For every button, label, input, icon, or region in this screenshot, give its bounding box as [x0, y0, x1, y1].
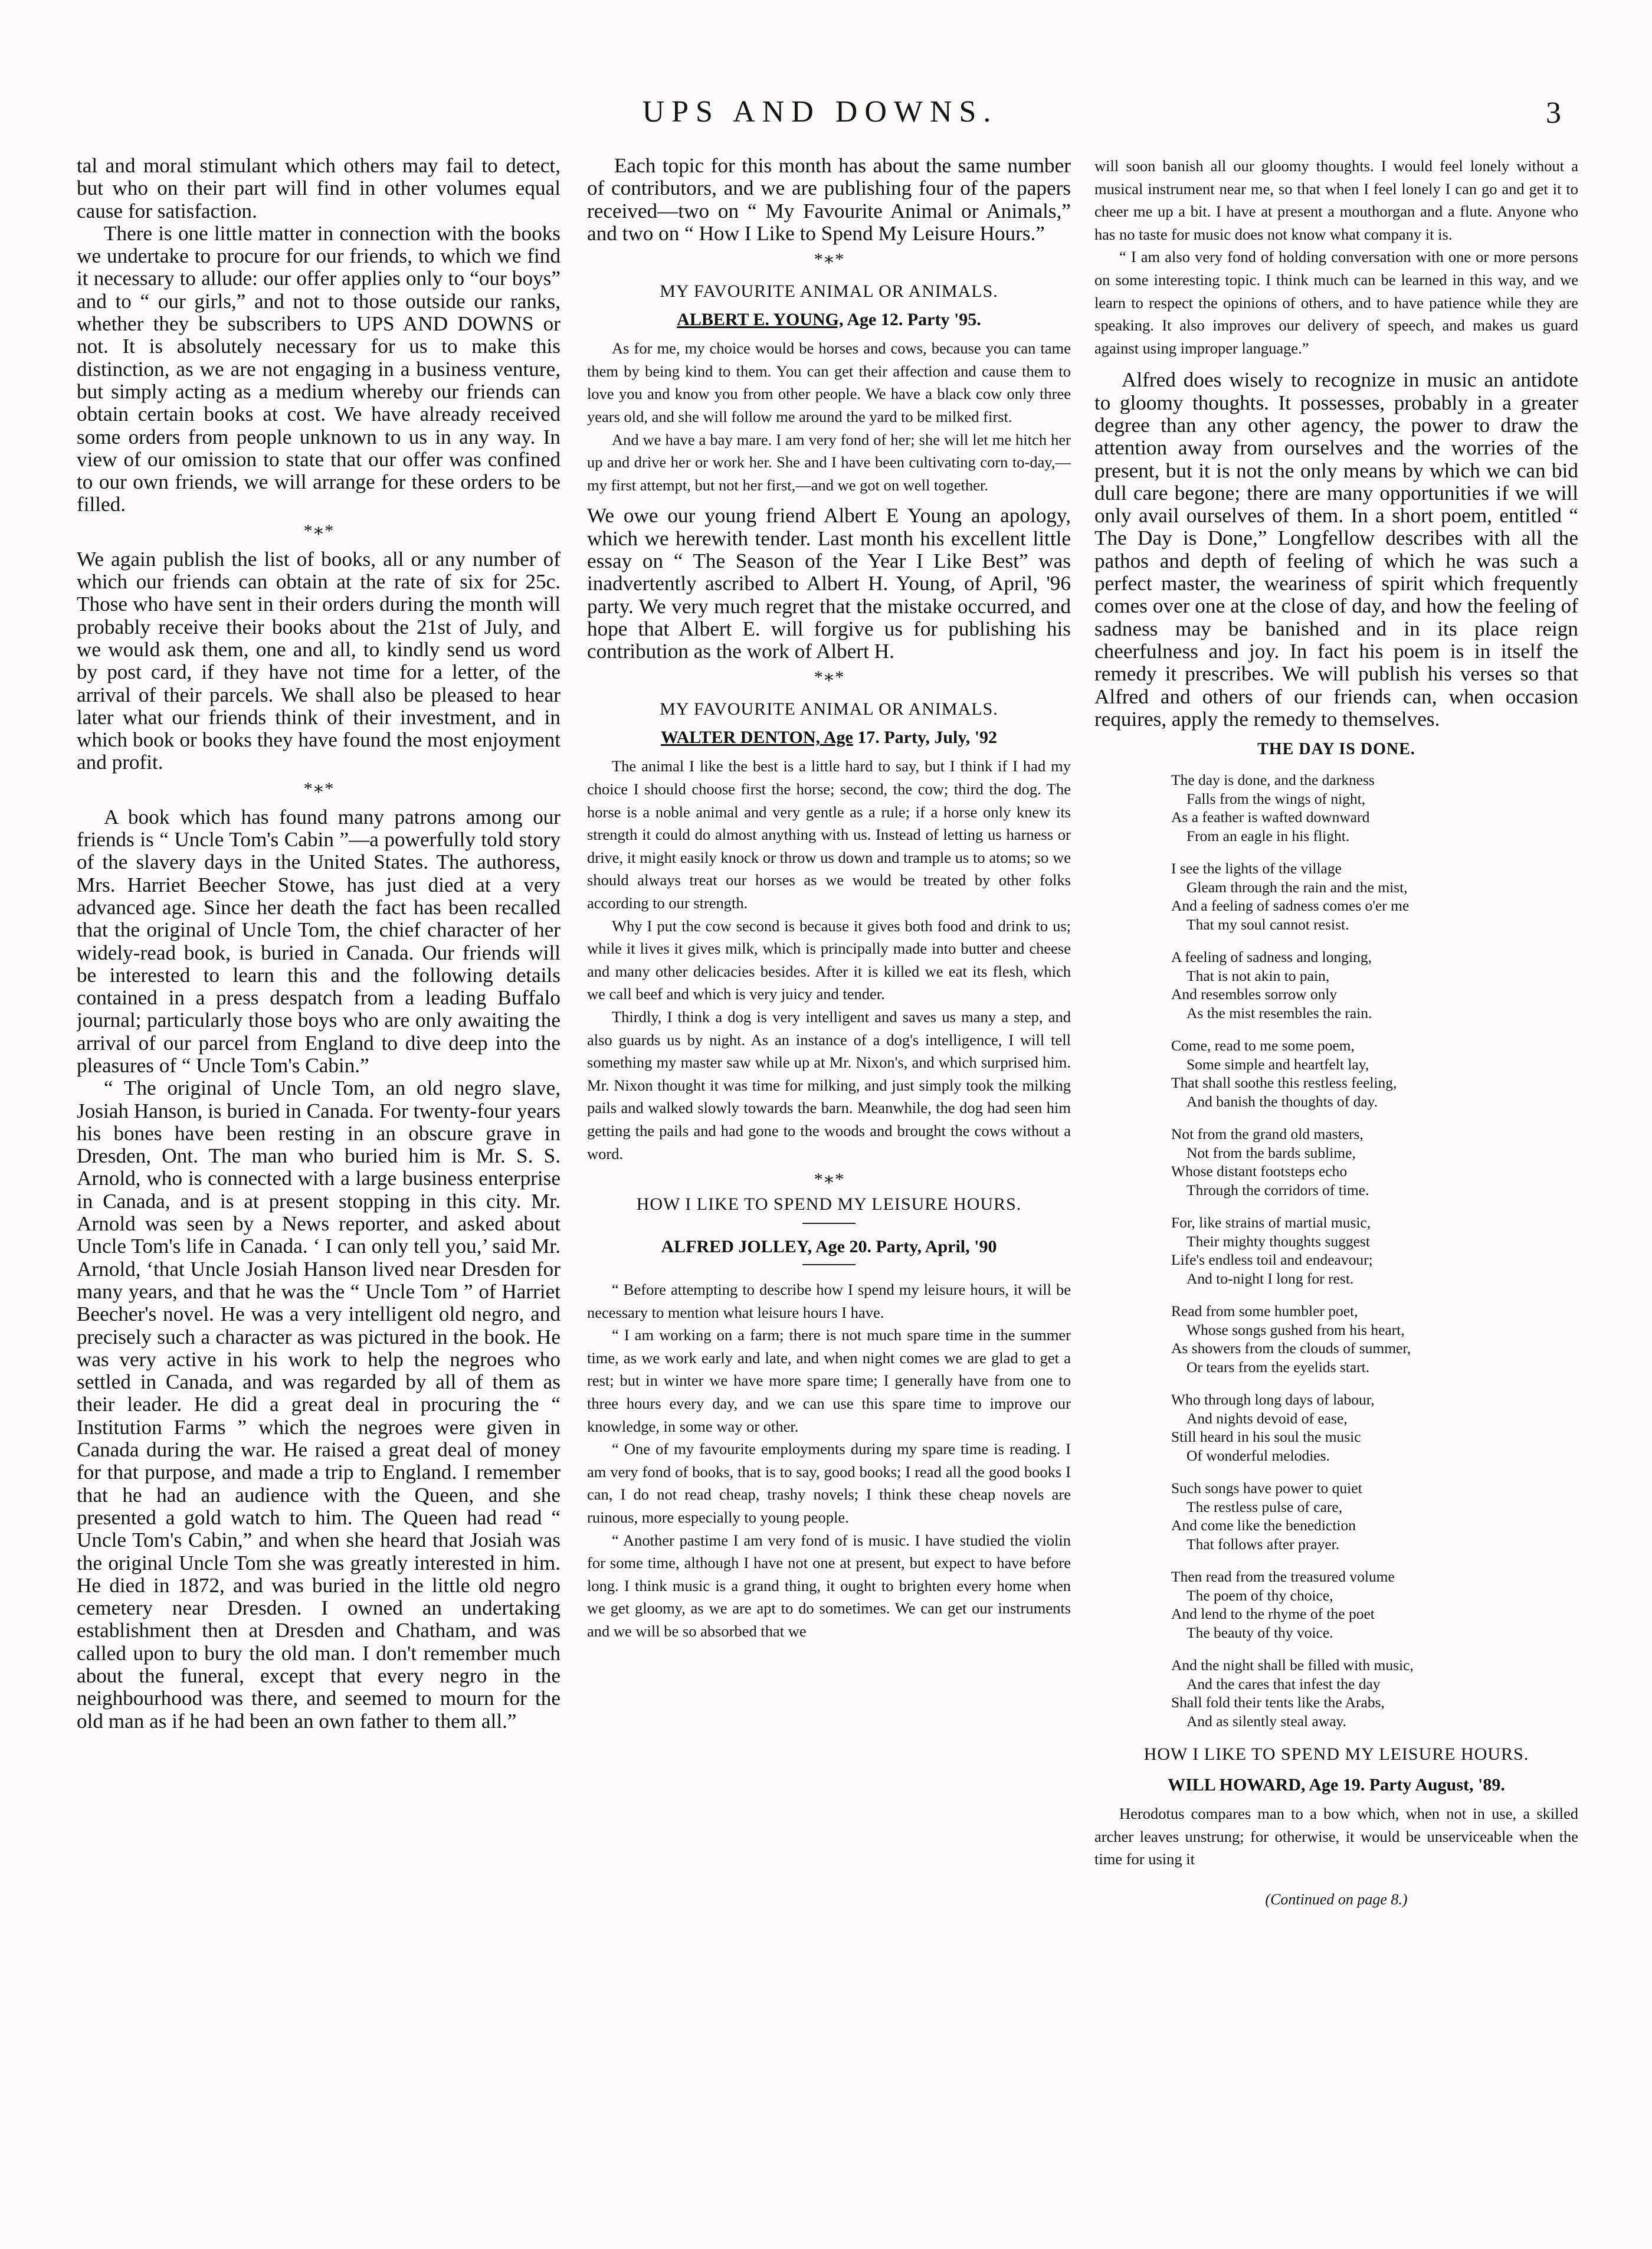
byline-name: WALTER DENTON, Age — [660, 728, 853, 748]
poem-line: For, like strains of martial music, — [1171, 1214, 1371, 1232]
poem-line: Read from some humbler poet, — [1171, 1302, 1358, 1320]
poem-line: Gleam through the rain and the mist, — [1186, 878, 1408, 896]
byline-details: 17. Party, July, '92 — [853, 728, 998, 748]
poem-line: Life's endless toil and endeavour; — [1171, 1251, 1373, 1269]
section-heading: HOW I LIKE TO SPEND MY LEISURE HOURS. — [636, 1194, 1022, 1214]
paragraph: tal and moral stimulant which others may fail to detect, but who on their part will find in other volumes equal cause for satisfaction. — [77, 155, 560, 222]
section-divider: *∗* — [814, 250, 844, 270]
byline-name: ALBERT E. YOUNG, — [677, 310, 844, 330]
byline — [587, 1237, 1071, 1257]
paragraph: We again publish the list of books, all or any number of which our friends can obtain at the rate of six for 25c. Those who have sent in their orders during the month will probably receive their books about the 21st of July, and we would ask them, one and all, to kindly send us word by post card, if they have not time for a letter, of the arrival of their parcels. We shall also be pleased to hear later what our friends think of their investment, and in which book or books they have found the most enjoyment and profit. — [77, 547, 560, 774]
paragraph: “ I am also very fond of holding conversation with one or more persons on some interesting topic. I think much can be learned in this way, and we learn to respect the opinions of others, and to have patience while they are speaking. It also improves our delivery of speech, and makes us guard against using improper language.” — [1094, 248, 1578, 357]
poem-line: Still heard in his soul the music — [1171, 1428, 1361, 1446]
poem-stanza — [1171, 1567, 1578, 1642]
byline-name: WILL HOWARD, — [1168, 1775, 1306, 1795]
poem-line: The restless pulse of care, — [1186, 1498, 1343, 1515]
continued-note: (Continued on page 8.) — [1265, 1890, 1408, 1908]
paragraph: There is one little matter in connection with the books we undertake to procure for our friends, to which we find it necessary to allude: our offer applies only to “our boys” and to “ our girls,” and not to those outside our ranks, whether they be subscribers to UPS AND DOWNS or not. It is absolutely necessary for us to make this distinction, as we are not engaging in a business venture, but simply acting as a medium whereby our friends can obtain certain books at cost. We have already received some orders from people unknown to us in any way. In view of our omission to state that our offer was confined to our own friends, we will arrange for these orders to be filled. — [77, 221, 560, 516]
poem-line: The poem of thy choice, — [1186, 1586, 1333, 1604]
running-title: UPS AND DOWNS. — [642, 95, 998, 129]
paragraph: “ Before attempting to describe how I spend my leisure hours, it will be necessary to mention what leisure hours I have. — [587, 1281, 1071, 1321]
section-heading: MY FAVOURITE ANIMAL OR ANIMALS. — [660, 281, 998, 302]
paragraph: “ One of my favourite employments during my spare time is reading. I am very fond of books, that is to say, good books; I read all the good books I can, I do not read cheap, trashy novels; I think these cheap novels are ruinous, more especially to young people. — [587, 1440, 1071, 1527]
poem-line: Falls from the wings of night, — [1186, 790, 1366, 807]
poem-line: Then read from the treasured volume — [1171, 1568, 1395, 1586]
poem-stanza — [1171, 1036, 1578, 1111]
paragraph: And we have a bay mare. I am very fond of her; she will let me hitch her up and drive her or work her. She and I have been cultivating corn to-day,—my first attempt, but not her first,—and we got on well together. — [587, 430, 1071, 494]
poem-line: That follows after prayer. — [1186, 1535, 1340, 1553]
poem-stanza — [1171, 1213, 1578, 1288]
paragraph: As for me, my choice would be horses and cows, because you can tame them by being kind to them. You can get their affection and cause them to love you and know you from other people. We have a black cow only three years old, and she will follow me around the yard to be milked first. — [587, 339, 1071, 425]
poem-line: That is not akin to pain, — [1186, 967, 1330, 984]
page-number: 3 — [1546, 96, 1561, 130]
short-rule — [802, 1264, 856, 1265]
poem — [1171, 771, 1578, 1730]
poem-line: Some simple and heartfelt lay, — [1186, 1055, 1369, 1073]
poem-stanza — [1171, 1479, 1578, 1553]
byline-details: Age 20. Party, April, '90 — [812, 1237, 997, 1257]
poem-line: Their mighty thoughts suggest — [1186, 1232, 1370, 1250]
paragraph: Why I put the cow second is because it gives both food and drink to us; while it lives it gives milk, which is principally made into butter and cheese and many other delicacies besides. After it is killed we eat its flesh, which we call beef and which is very juicy and tender. — [587, 916, 1071, 1003]
poem-stanza — [1171, 1302, 1578, 1376]
byline-details: Age 19. Party August, '89. — [1305, 1775, 1505, 1795]
paragraph: “ I am working on a farm; there is not much spare time in the summer time, as we work early and late, and when night comes we are glad to get a rest; but in winter we have more spare time; I generally have from one to three hours every day, and we can use this spare time to improve our knowledge, in some way or other. — [587, 1326, 1071, 1435]
poem-line: Whose distant footsteps echo — [1171, 1163, 1348, 1180]
poem-stanza — [1171, 1390, 1578, 1465]
poem-line: And resembles sorrow only — [1171, 986, 1338, 1003]
paragraph: Each topic for this month has about the same number of contributors, and we are publishing four of the papers received—two on “ My Favourite Animal or Animals,” and two on “ How I Like to Spend My Leisure Hours.” — [587, 155, 1071, 245]
byline-details: Age 12. Party '95. — [843, 310, 981, 330]
section-divider: *∗* — [814, 1170, 844, 1190]
byline — [587, 310, 1071, 330]
section-heading: MY FAVOURITE ANIMAL OR ANIMALS. — [660, 699, 998, 719]
paragraph: We owe our young friend Albert E Young an apology, which we herewith tender. Last month his excellent little essay on “ The Season of the Year I Like Best” was inadvertently ascribed to Albert H. Young, of April, '96 party. We very much regret that the mistake occurred, and hope that Albert E. will forgive us for publishing his contribution as the work of Albert H. — [587, 504, 1071, 663]
poem-line: Such songs have power to quiet — [1171, 1479, 1362, 1497]
poem-line: Come, read to me some poem, — [1171, 1037, 1355, 1055]
poem-line: Not from the bards sublime, — [1186, 1144, 1356, 1161]
poem-line: As the mist resembles the rain. — [1186, 1004, 1372, 1022]
byline-name: ALFRED JOLLEY, — [661, 1237, 812, 1257]
byline — [1094, 1775, 1578, 1795]
poem-line: Whose songs gushed from his heart, — [1186, 1321, 1405, 1338]
poem-line: Of wonderful melodies. — [1186, 1446, 1330, 1464]
paragraph: Herodotus compares man to a bow which, when not in use, a skilled archer leaves unstrung; for otherwise, it would be unserviceable when the time for using it — [1094, 1805, 1578, 1868]
poem-line: Who through long days of labour, — [1171, 1391, 1375, 1409]
poem-stanza — [1171, 859, 1578, 934]
poem-line: From an eagle in his flight. — [1186, 827, 1350, 844]
poem-line: As showers from the clouds of summer, — [1171, 1340, 1411, 1357]
poem-line: And come like the benediction — [1171, 1517, 1356, 1534]
paragraph: Thirdly, I think a dog is very intelligent and saves us many a step, and also guards us by night. As an instance of a dog's intelligence, I will tell something my master saw while up at Mr. Nixon's, and which surprised him. Mr. Nixon thought it was time for milking, and just simply took the milking pails and walked slowly towards the barn. Meanwhile, the dog had seen him getting the pails and had gone to the woods and brought the cows without a word. — [587, 1007, 1071, 1163]
paragraph: “ Another pastime I am very fond of is music. I have studied the violin for some time, although I have not one at present, but expect to have before long. I think music is a grand thing, it ought to brighten every home when we get gloomy, as we are apt to do sometimes. We can get our instruments and we will be so absorbed that we — [587, 1531, 1071, 1641]
byline — [587, 728, 1071, 748]
poem-line: And nights devoid of ease, — [1186, 1409, 1348, 1427]
paragraph: will soon banish all our gloomy thoughts. I would feel lonely without a musical instrument near me, so that when I feel lonely I can go and get it to cheer me up a bit. I have at present a mouthorgan and a flute. Anyone who has no taste for music does not know what company it is. — [1094, 157, 1578, 243]
poem-line: Through the corridors of time. — [1186, 1181, 1369, 1199]
poem-line: Or tears from the eyelids start. — [1186, 1358, 1370, 1376]
paragraph: The animal I like the best is a little hard to say, but I think if I had my choice I should choose first the horse; second, the cow; third the dog. The horse is a noble animal and very gentle as a rule; if a horse only knew its strength it could do almost anything with us. Instead of letting us harness or drive, it might easily knock or throw us down and trample us to atoms; so we should always treat our horses as we would be treated by other folks according to our strength. — [587, 757, 1071, 912]
section-divider: *∗* — [814, 667, 844, 688]
section-heading: HOW I LIKE TO SPEND MY LEISURE HOURS. — [1143, 1744, 1529, 1765]
poem-line: And banish the thoughts of day. — [1186, 1092, 1378, 1110]
column-2 — [587, 155, 1071, 2202]
section-divider: *∗* — [303, 520, 334, 541]
paragraph: “ The original of Uncle Tom, an old negro slave, Josiah Hanson, is buried in Canada. For twenty-four years his bones have been resting in an obscure grave in Dresden, Ont. The man who buried him is Mr. S. S. Arnold, who is connected with a large business enterprise in Canada, and is at present stopping in this city. Mr. Arnold was seen by a News reporter, and asked about Uncle Tom's life in Canada. ‘ I can only tell you,’ said Mr. Arnold, ‘that Uncle Josiah Hanson lived near Dresden for many years, and that he was the “ Uncle Tom ” of Harriet Beecher's novel. He was a very intelligent old negro, and precisely such a character as was pictured in the book. He was very active in his work to help the negroes who settled in Canada, and was regarded by all of them as their leader. He did a great deal in procuring the “ Institution Farms ” which the negroes were given in Canada during the war. He raised a great deal of money for that purpose, and made a trip to England. I remember that he had an audience with the Queen, and she presented a gold watch to him. The Queen had read “ Uncle Tom's Cabin,” and when she heard that Josiah was the original Uncle Tom she was greatly interested in him. He died in 1872, and was buried in the little old negro cemetery near Dresden. I owned an undertaking establishment then at Dresden and Chatham, and was called upon to bury the old man. I don't remember much about the funeral, except that every negro in the neighbourhood was there, and seemed to mourn for the old man as if he had been an own father to them all.” — [77, 1076, 560, 1733]
column-1 — [77, 155, 560, 2161]
poem-line: Not from the grand old masters, — [1171, 1125, 1363, 1143]
poem-line: And the cares that infest the day — [1186, 1675, 1381, 1693]
poem-line: As a feather is wafted downward — [1171, 808, 1370, 826]
section-divider: *∗* — [303, 778, 334, 798]
poem-line: And to-night I long for rest. — [1186, 1269, 1354, 1287]
poem-stanza — [1171, 1656, 1578, 1730]
poem-stanza — [1171, 771, 1578, 845]
poem-line: The day is done, and the darkness — [1171, 771, 1375, 789]
poem-line: That shall soothe this restless feeling, — [1171, 1074, 1397, 1092]
poem-line: And the night shall be filled with music, — [1171, 1657, 1414, 1674]
poem-line: Shall fold their tents like the Arabs, — [1171, 1694, 1385, 1711]
poem-stanza — [1171, 948, 1578, 1022]
paragraph: Alfred does wisely to recognize in music an antidote to gloomy thoughts. It possesses, probably in a greater degree than any other agency, the power to draw the attention away from ourselves and the worries of the present, but it is not the only means by which we can bid dull care begone; there are many opportunities if we will only avail ourselves of them. In a short poem, entitled “ The Day is Done,” Longfellow describes with all the pathos and depth of feeling of which he was such a perfect master, the weariness of spirit which frequently comes over one at the close of day, and how the feeling of sadness may be banished and in its place reign cheerfulness and joy. In fact his poem is in itself the remedy it prescribes. We will publish his verses so that Alfred and others of our friends can, when occasion requires, apply the remedy to themselves. — [1094, 368, 1578, 731]
column-3 — [1094, 155, 1578, 2185]
poem-stanza — [1171, 1125, 1578, 1199]
poem-title: THE DAY IS DONE. — [1257, 740, 1415, 759]
short-rule — [802, 1223, 856, 1224]
poem-line: A feeling of sadness and longing, — [1171, 948, 1372, 966]
poem-line: And lend to the rhyme of the poet — [1171, 1605, 1375, 1623]
poem-line: And as silently steal away. — [1186, 1712, 1346, 1730]
poem-line: The beauty of thy voice. — [1186, 1623, 1333, 1641]
paragraph: A book which has found many patrons among our friends is “ Uncle Tom's Cabin ”—a powerfully told story of the slavery days in the United States. The authoress, Mrs. Harriet Beecher Stowe, has just died at a very advanced age. Since her death the fact has been recalled that the original of Uncle Tom, the chief character of her widely-read book, is buried in Canada. Our friends will be interested to learn this and the following details contained in a press despatch from a leading Buffalo journal; particularly those boys who are only awaiting the arrival of our parcel from England to dive deep into the pleasures of “ Uncle Tom's Cabin.” — [77, 805, 560, 1077]
poem-line: That my soul cannot resist. — [1186, 915, 1349, 933]
poem-line: I see the lights of the village — [1171, 860, 1342, 878]
poem-line: And a feeling of sadness comes o'er me — [1171, 897, 1410, 915]
